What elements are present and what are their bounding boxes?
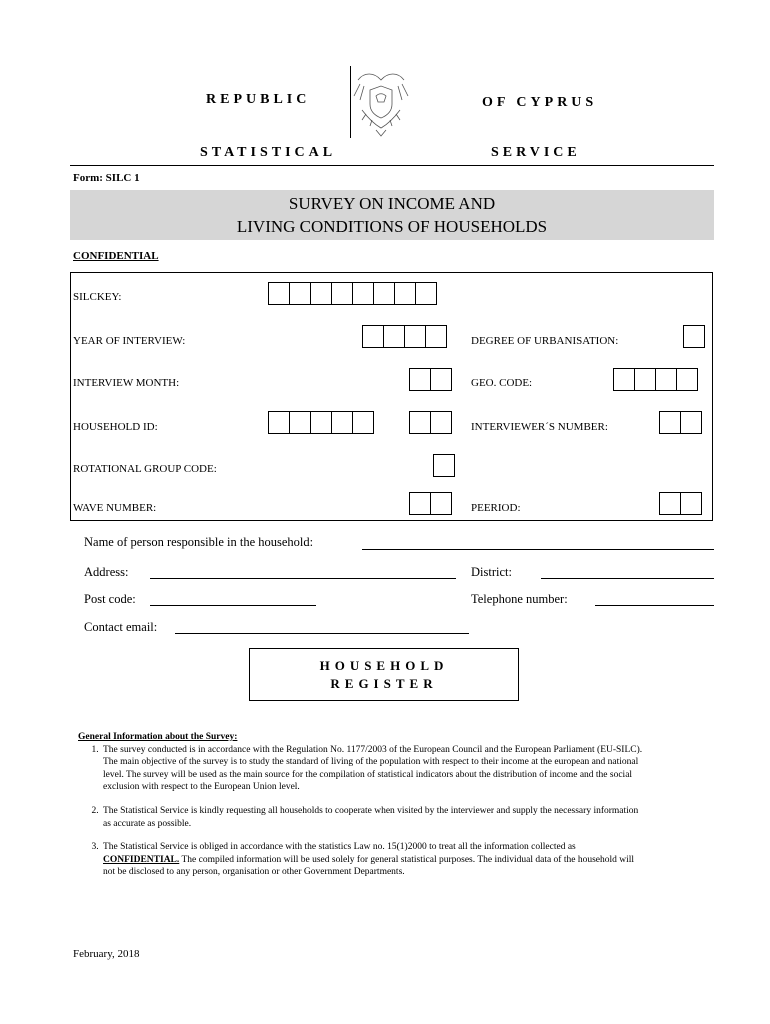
- geo-code-boxes[interactable]: [613, 368, 697, 391]
- district-field[interactable]: [541, 578, 714, 579]
- household-register-box: [249, 648, 519, 701]
- peeriod-label: PEERIOD:: [471, 502, 521, 514]
- header-statistical: STATISTICAL: [200, 145, 337, 160]
- code-digit-box[interactable]: [394, 282, 416, 305]
- code-digit-box[interactable]: [331, 282, 353, 305]
- info-item-3: [101, 841, 648, 879]
- code-digit-box[interactable]: [268, 282, 290, 305]
- info-item-1: 1. The survey conducted is in accordance with the Regulation No. 1177/2003 of the European Council and the European Parliament (EU-SILC). The main objective of the survey is to study the standard of living of the population with respect to their income at the european and national level. The survey will be used as the main source for the compilation of statistical indicators about the distribution of income and the social exclusion with respect to the European Union level.: [101, 744, 648, 794]
- code-digit-box[interactable]: [655, 368, 677, 391]
- header-of-cyprus: OF CYPRUS: [482, 95, 598, 110]
- telephone-label: Telephone number:: [471, 592, 568, 606]
- info-item-3-part-a: The Statistical Service is obliged in accordance with the statistics Law no. 15(1)2000 to treat all the information collected as: [103, 842, 576, 853]
- wave-number-boxes[interactable]: [409, 492, 451, 515]
- code-digit-box[interactable]: [415, 282, 437, 305]
- code-digit-box[interactable]: [680, 411, 702, 434]
- code-digit-box[interactable]: [409, 368, 431, 391]
- code-digit-box[interactable]: [659, 492, 681, 515]
- code-digit-box[interactable]: [373, 282, 395, 305]
- code-digit-box[interactable]: [310, 282, 332, 305]
- survey-title-line2: LIVING CONDITIONS OF HOUSEHOLDS: [236, 217, 548, 236]
- general-information: [78, 731, 648, 890]
- info-item-3-confidential: CONFIDENTIAL.: [103, 854, 180, 865]
- interview-month-label: INTERVIEW MONTH:: [73, 377, 180, 389]
- code-digit-box[interactable]: [289, 282, 311, 305]
- degree-of-urbanisation-label: DEGREE OF URBANISATION:: [471, 335, 619, 347]
- code-digit-box[interactable]: [383, 325, 405, 348]
- code-digit-box[interactable]: [634, 368, 656, 391]
- code-digit-box[interactable]: [310, 411, 332, 434]
- household-id-boxes-b[interactable]: [409, 411, 451, 434]
- household-id-boxes-a[interactable]: [268, 411, 373, 434]
- header-service: SERVICE: [491, 145, 581, 160]
- code-digit-box[interactable]: [433, 454, 455, 477]
- register-line1: HOUSEHOLD: [319, 658, 449, 673]
- silckey-boxes[interactable]: [268, 282, 436, 305]
- info-item-2: 2. The Statistical Service is kindly requesting all households to cooperate when visited by the interviewer and supply the necessary information as accurate as possible.: [101, 805, 648, 830]
- code-digit-box[interactable]: [430, 368, 452, 391]
- interviewer-number-boxes[interactable]: [659, 411, 701, 434]
- postcode-field[interactable]: [150, 605, 316, 606]
- rotational-group-code-label: ROTATIONAL GROUP CODE:: [73, 463, 217, 475]
- general-information-heading: General Information about the Survey:: [78, 732, 238, 742]
- info-item-3-part-b: The compiled information will be used solely for general statistical purposes. The individual data of the household will not be disclosed to any person, organisation or other Government Departments.: [103, 854, 635, 878]
- geo-code-label: GEO. CODE:: [471, 377, 533, 389]
- interview-month-boxes[interactable]: [409, 368, 451, 391]
- footer-date: February, 2018: [73, 948, 140, 960]
- code-digit-box[interactable]: [404, 325, 426, 348]
- district-label: District:: [471, 565, 512, 579]
- code-digit-box[interactable]: [676, 368, 698, 391]
- code-digit-box[interactable]: [430, 411, 452, 434]
- code-digit-box[interactable]: [331, 411, 353, 434]
- postcode-label: Post code:: [84, 592, 136, 606]
- peeriod-boxes[interactable]: [659, 492, 701, 515]
- header-rule: [70, 165, 714, 166]
- coat-of-arms-icon: [350, 66, 412, 138]
- silckey-label: SILCKEY:: [73, 291, 122, 303]
- household-id-label: HOUSEHOLD ID:: [73, 421, 158, 433]
- telephone-field[interactable]: [595, 605, 714, 606]
- survey-title-banner: [70, 190, 714, 240]
- confidential-label: CONFIDENTIAL: [73, 250, 159, 262]
- code-digit-box[interactable]: [430, 492, 452, 515]
- code-digit-box[interactable]: [683, 325, 705, 348]
- wave-number-label: WAVE NUMBER:: [73, 502, 157, 514]
- code-digit-box[interactable]: [659, 411, 681, 434]
- code-digit-box[interactable]: [409, 492, 431, 515]
- survey-title-line1: SURVEY ON INCOME AND: [288, 194, 496, 213]
- code-digit-box[interactable]: [680, 492, 702, 515]
- interviewer-number-label: INTERVIEWER´S NUMBER:: [471, 421, 608, 433]
- address-label: Address:: [84, 565, 129, 579]
- contact-email-field[interactable]: [175, 633, 469, 634]
- code-digit-box[interactable]: [289, 411, 311, 434]
- code-digit-box[interactable]: [425, 325, 447, 348]
- rotational-group-code-boxes[interactable]: [433, 454, 454, 477]
- code-digit-box[interactable]: [409, 411, 431, 434]
- form-number: Form: SILC 1: [73, 172, 140, 184]
- header-republic: REPUBLIC: [206, 92, 311, 107]
- contact-email-label: Contact email:: [84, 620, 158, 634]
- code-digit-box[interactable]: [362, 325, 384, 348]
- code-digit-box[interactable]: [352, 411, 374, 434]
- register-line2: REGISTER: [330, 676, 438, 691]
- codes-frame: [70, 272, 713, 521]
- year-of-interview-boxes[interactable]: [362, 325, 446, 348]
- responsible-person-label: Name of person responsible in the household:: [84, 535, 314, 549]
- address-field[interactable]: [150, 578, 456, 579]
- degree-of-urbanisation-boxes[interactable]: [683, 325, 704, 348]
- code-digit-box[interactable]: [613, 368, 635, 391]
- year-of-interview-label: YEAR OF INTERVIEW:: [73, 335, 186, 347]
- code-digit-box[interactable]: [268, 411, 290, 434]
- responsible-person-field[interactable]: [362, 549, 714, 550]
- code-digit-box[interactable]: [352, 282, 374, 305]
